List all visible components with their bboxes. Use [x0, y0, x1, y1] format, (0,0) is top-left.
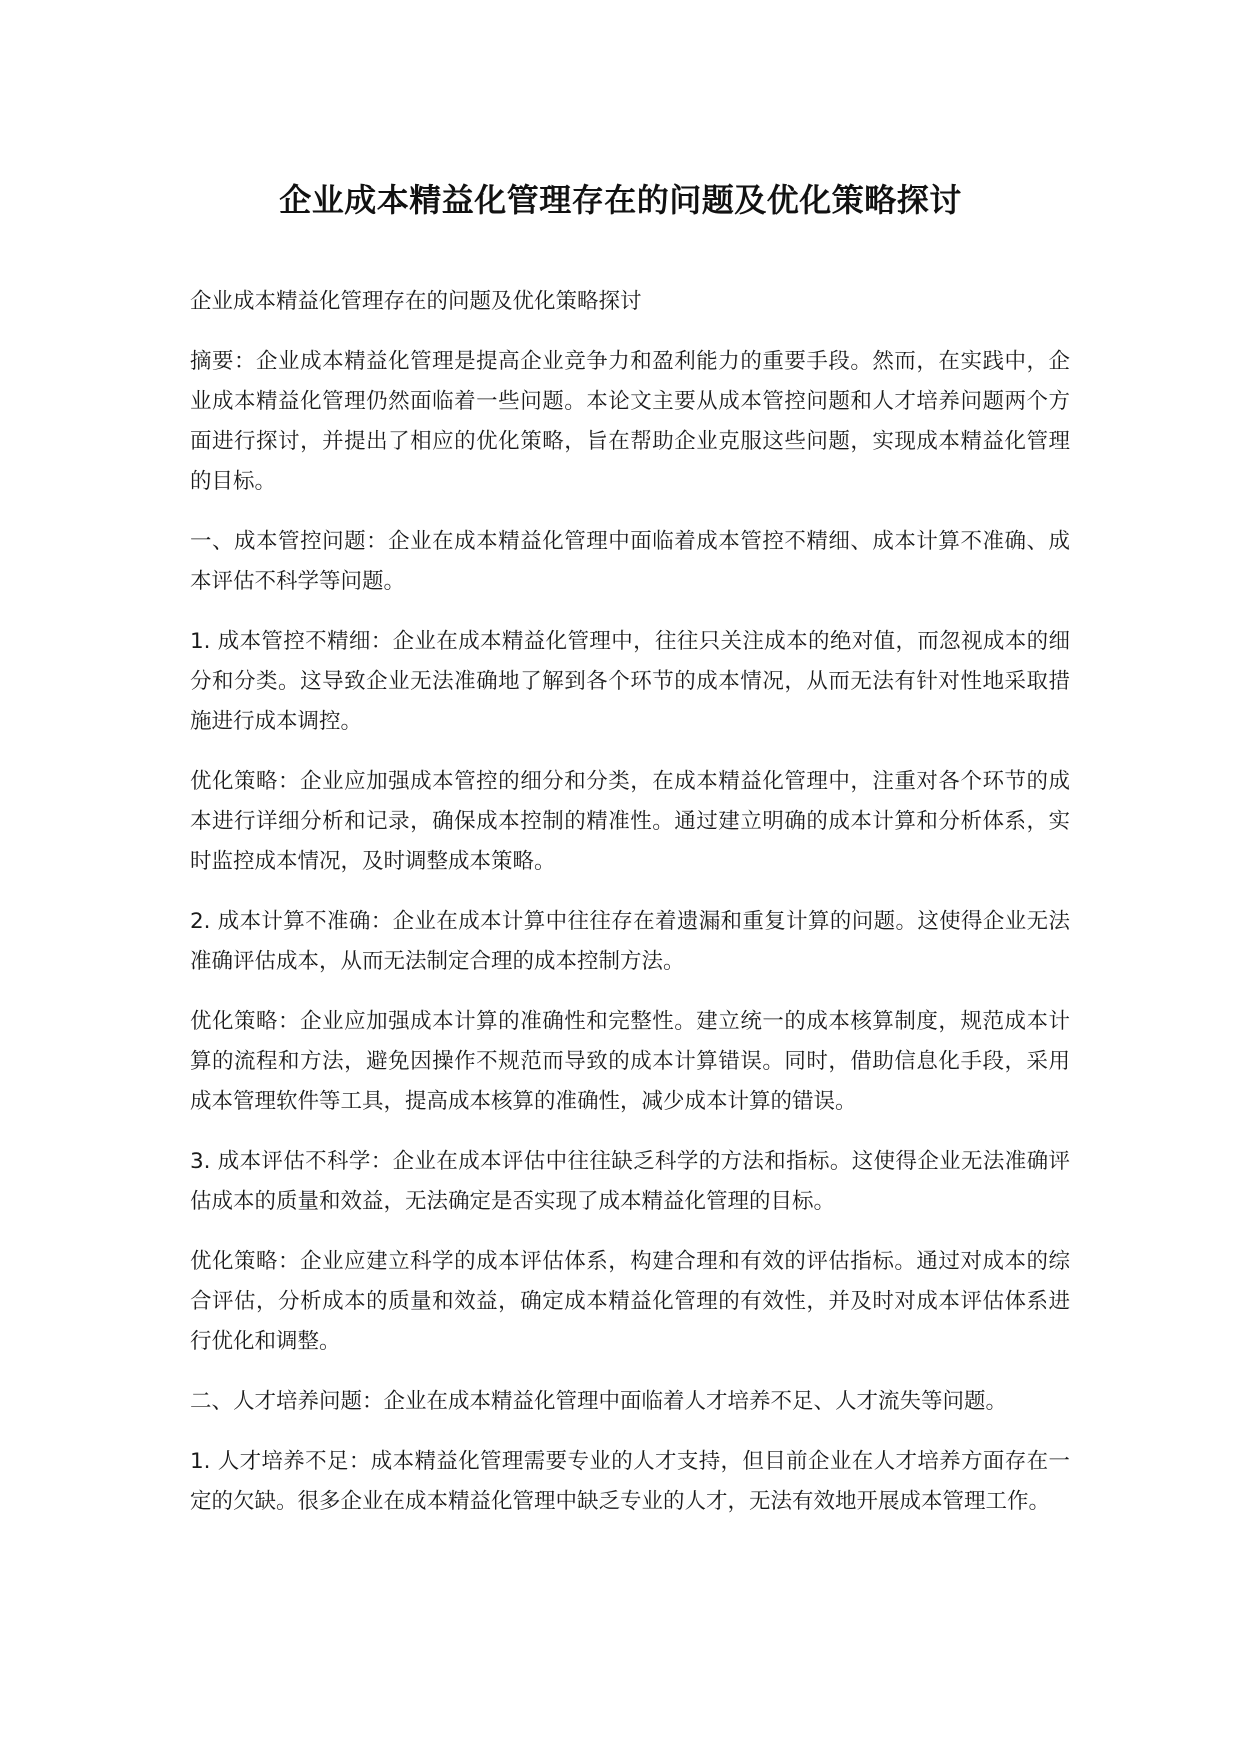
strategy-1-3-paragraph: 优化策略：企业应建立科学的成本评估体系，构建合理和有效的评估指标。通过对成本的综合评估，分析成本的质量和效益，确定成本精益化管理的有效性，并及时对成本评估体系进行优化和调整。: [190, 1249, 1070, 1354]
subtitle-paragraph: 企业成本精益化管理存在的问题及优化策略探讨: [190, 289, 642, 314]
issue-1-1-paragraph: 1. 成本管控不精细：企业在成本精益化管理中，往往只关注成本的绝对值，而忽视成本的细分和分类。这导致企业无法准确地了解到各个环节的成本情况，从而无法有针对性地采取措施进行成本调控。: [190, 629, 1070, 734]
strategy-1-1-paragraph: 优化策略：企业应加强成本管控的细分和分类，在成本精益化管理中，注重对各个环节的成本进行详细分析和记录，确保成本控制的精准性。通过建立明确的成本计算和分析体系，实时监控成本情况，及时调整成本策略。: [190, 769, 1070, 874]
issue-2-1-paragraph: 1. 人才培养不足：成本精益化管理需要专业的人才支持，但目前企业在人才培养方面存在一定的欠缺。很多企业在成本精益化管理中缺乏专业的人才，无法有效地开展成本管理工作。: [190, 1449, 1070, 1514]
issue-1-3-paragraph: 3. 成本评估不科学：企业在成本评估中往往缺乏科学的方法和指标。这使得企业无法准确评估成本的质量和效益，无法确定是否实现了成本精益化管理的目标。: [190, 1149, 1070, 1214]
abstract-paragraph: 摘要：企业成本精益化管理是提高企业竞争力和盈利能力的重要手段。然而，在实践中，企业成本精益化管理仍然面临着一些问题。本论文主要从成本管控问题和人才培养问题两个方面进行探讨，并提出了相应的优化策略，旨在帮助企业克服这些问题，实现成本精益化管理的目标。: [190, 349, 1070, 494]
section-2-heading-paragraph: 二、人才培养问题：企业在成本精益化管理中面临着人才培养不足、人才流失等问题。: [190, 1389, 1008, 1414]
section-1-heading-paragraph: 一、成本管控问题：企业在成本精益化管理中面临着成本管控不精细、成本计算不准确、成本评估不科学等问题。: [190, 529, 1070, 594]
issue-1-2-paragraph: 2. 成本计算不准确：企业在成本计算中往往存在着遗漏和重复计算的问题。这使得企业无法准确评估成本，从而无法制定合理的成本控制方法。: [190, 909, 1070, 974]
strategy-1-2-paragraph: 优化策略：企业应加强成本计算的准确性和完整性。建立统一的成本核算制度，规范成本计算的流程和方法，避免因操作不规范而导致的成本计算错误。同时，借助信息化手段，采用成本管理软件等工具，提高成本核算的准确性，减少成本计算的错误。: [190, 1009, 1070, 1114]
document-body: [190, 282, 1070, 1542]
document-title: 企业成本精益化管理存在的问题及优化策略探讨: [279, 181, 962, 219]
